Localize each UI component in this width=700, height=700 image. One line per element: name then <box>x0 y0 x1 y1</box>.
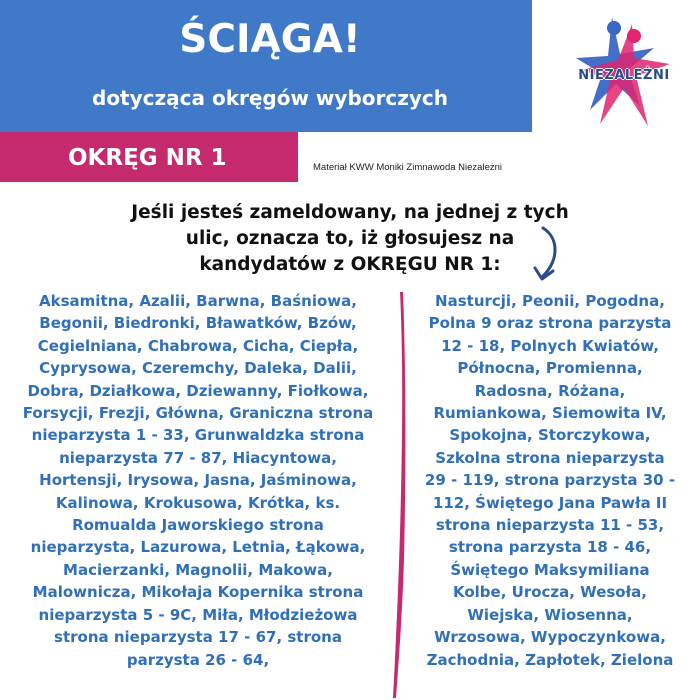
street-line: strona nieparzysta 11 - 53, <box>435 516 665 535</box>
intro-text <box>110 200 590 278</box>
district-label: OKRĘG NR 1 <box>68 145 227 171</box>
intro-line: kandydatów z OKRĘGU NR 1: <box>199 254 501 275</box>
street-line: 112, Świętego Jana Pawła II <box>432 493 668 512</box>
intro-line: Jeśli jesteś zameldowany, na jednej z tych <box>131 202 569 223</box>
street-line: Forsycji, Frezji, Główna, Graniczna strona <box>22 404 374 423</box>
street-line: nieparzysta 77 - 87, Hiacyntowa, <box>59 448 337 467</box>
street-line: Cyprysowa, Czeremchy, Daleka, Dalii, <box>39 359 357 378</box>
street-line: Malownicza, Mikołaja Kopernika strona <box>32 583 364 602</box>
page-subtitle: dotycząca okręgów wyborczych <box>92 86 448 110</box>
streets-list-right <box>412 290 688 671</box>
street-line: Świętego Maksymiliana <box>450 560 650 579</box>
street-line: Rumiankowa, Siemowita IV, <box>433 404 667 423</box>
intro-line: ulic, oznacza to, iż głosujesz na <box>185 228 515 249</box>
street-line: Dobra, Działkowa, Dziewanny, Fiołkowa, <box>27 381 369 400</box>
street-line: 12 - 18, Polnych Kwiatów, <box>441 336 659 355</box>
page-title: ŚCIĄGA! <box>179 17 361 62</box>
street-line: Zachodnia, Zapłotek, Zielona <box>426 650 674 669</box>
street-line: Wrzosowa, Wypoczynkowa, <box>434 628 666 647</box>
street-line: Begonii, Biedronki, Bławatków, Bzów, <box>39 314 357 333</box>
street-line: nieparzysta 1 - 33, Grunwaldzka strona <box>31 426 365 445</box>
source-note: Materiał KWW Moniki Zimnawoda Niezależni <box>313 162 502 173</box>
street-line: Hortensji, Irysowa, Jasna, Jaśminowa, <box>39 471 357 490</box>
street-line: Północna, Promienna, <box>457 359 643 378</box>
street-line: Aksamitna, Azalii, Barwna, Baśniowa, <box>39 292 357 310</box>
logo-wordmark: NIEZALEŻNI <box>578 68 670 83</box>
street-line: strona parzysta 18 - 46, <box>448 538 652 557</box>
street-line: nieparzysta 5 - 9C, Miła, Młodzieżowa <box>38 605 358 624</box>
street-line: Wiejska, Wiosenna, <box>467 605 633 624</box>
street-line: nieparzysta, Lazurowa, Letnia, Łąkowa, <box>30 538 366 557</box>
curved-arrow-icon <box>525 224 565 286</box>
street-line: Szkolna strona nieparzysta <box>435 448 665 467</box>
street-line: Nasturcji, Peonii, Pogodna, <box>435 292 665 310</box>
street-line: Kalinowa, Krokusowa, Krótka, ks. <box>55 493 341 512</box>
street-line: Cegielniana, Chabrowa, Cicha, Ciepła, <box>37 336 359 355</box>
street-line: Romualda Jaworskiego strona <box>72 516 324 535</box>
street-line: strona nieparzysta 17 - 67, strona <box>54 628 342 647</box>
street-line: Spokojna, Storczykowa, <box>449 426 651 445</box>
column-divider <box>384 290 412 700</box>
street-line: Kolbe, Urocza, Wesoła, <box>453 583 647 602</box>
streets-list-left <box>12 290 384 671</box>
street-line: Macierzanki, Magnolii, Makowa, <box>63 560 333 579</box>
street-line: Radosna, Różana, <box>474 381 626 400</box>
street-line: 29 - 119, strona parzysta 30 - <box>424 471 676 490</box>
street-line: parzysta 26 - 64, <box>126 650 270 669</box>
street-line: Polna 9 oraz strona parzysta <box>428 314 672 333</box>
